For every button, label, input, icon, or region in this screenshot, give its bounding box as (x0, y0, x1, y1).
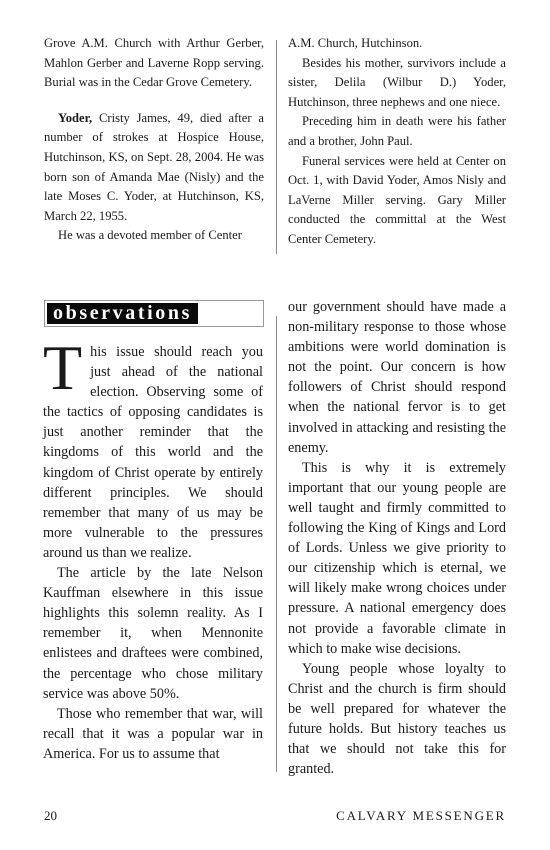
obituary-paragraph: A.M. Church, Hutchinson. (288, 36, 423, 50)
editorial-column-right (288, 297, 506, 779)
page-number: 20 (44, 808, 57, 823)
drop-cap: T (43, 332, 83, 403)
obituary-paragraph: Funeral services were held at Center on Oct. 1, with David Yoder, Amos Nisly and LaVerne Miller serving. Gary Miller conducted the committal at the West Center Cemetery. (288, 153, 506, 246)
editorial-text: his issue should reach you just ahead of the national election. Observing some of the tactics of opposing candidates is just another reminder that the kingdoms of this world and the kingdom of Christ operate by entirely different principles. We should remember that many of us may be more vulnerable to the pressures around us than we realize. (43, 344, 263, 561)
editorial-paragraph: This is why it is extremely important that our young people are well taught and firmly committed to following the King of Kings and Lord of Lords. Unless we give priority to our citizenship which is eternal, we will likely make wrong choices under pressure. A national emergency does not provide a favorable climate in which to make wise decisions. (288, 459, 506, 657)
obituary-paragraph (44, 109, 264, 227)
obituary-text: Cristy James, 49, died after a number of strokes at Hospice House, Hutchinson, KS, on Sept. 28, 2004. He was born son of Amanda Mae (Nisly) and the late Moses C. Yoder, at Hutchinson, KS, March 22, 1955. (44, 110, 264, 223)
editorial-paragraph (43, 332, 263, 563)
magazine-title: CALVARY MESSENGER (336, 808, 506, 823)
observations-banner (44, 300, 264, 327)
obituary-paragraph: Besides his mother, survivors include a sister, Delila (Wilbur D.) Yoder, Hutchinson, three nephews and one niece. (288, 55, 506, 109)
obituary-paragraph: Grove A.M. Church with Arthur Gerber, Mahlon Gerber and Laverne Ropp serving. Burial was in the Cedar Grove Cemetery. (44, 36, 264, 90)
obituary-paragraph: He was a devoted member of Center (58, 228, 242, 243)
section-title: observations (47, 303, 198, 324)
editorial-paragraph: The article by the late Nelson Kauffman elsewhere in this issue highlights this solemn reality. As I remember it, when Mennonite enlistees and draftees were combined, the percentage who chose military service was above 50%. (43, 565, 263, 702)
obituary-column-right (288, 34, 506, 250)
column-divider (276, 40, 277, 254)
obituary-column-left (44, 34, 264, 246)
editorial-paragraph: our government should have made a non-military response to those whose ambitions were world domination is not the point. Our concern is how followers of Christ should respond when the national fervor is to get involved in attacking and resisting the enemy. (288, 299, 506, 456)
editorial-paragraph: Young people whose loyalty to Christ and the church is firm should be well prepared for whatever the future holds. But history teaches us that we should not take this for granted. (288, 660, 506, 778)
column-divider (276, 316, 277, 772)
obituary-paragraph: Preceding him in death were his father and a brother, John Paul. (288, 114, 506, 148)
editorial-paragraph: Those who remember that war, will recall that it was a popular war in America. For us to assume that (43, 705, 263, 762)
obituary-name: Yoder, (58, 110, 93, 125)
editorial-column-left (43, 332, 263, 764)
